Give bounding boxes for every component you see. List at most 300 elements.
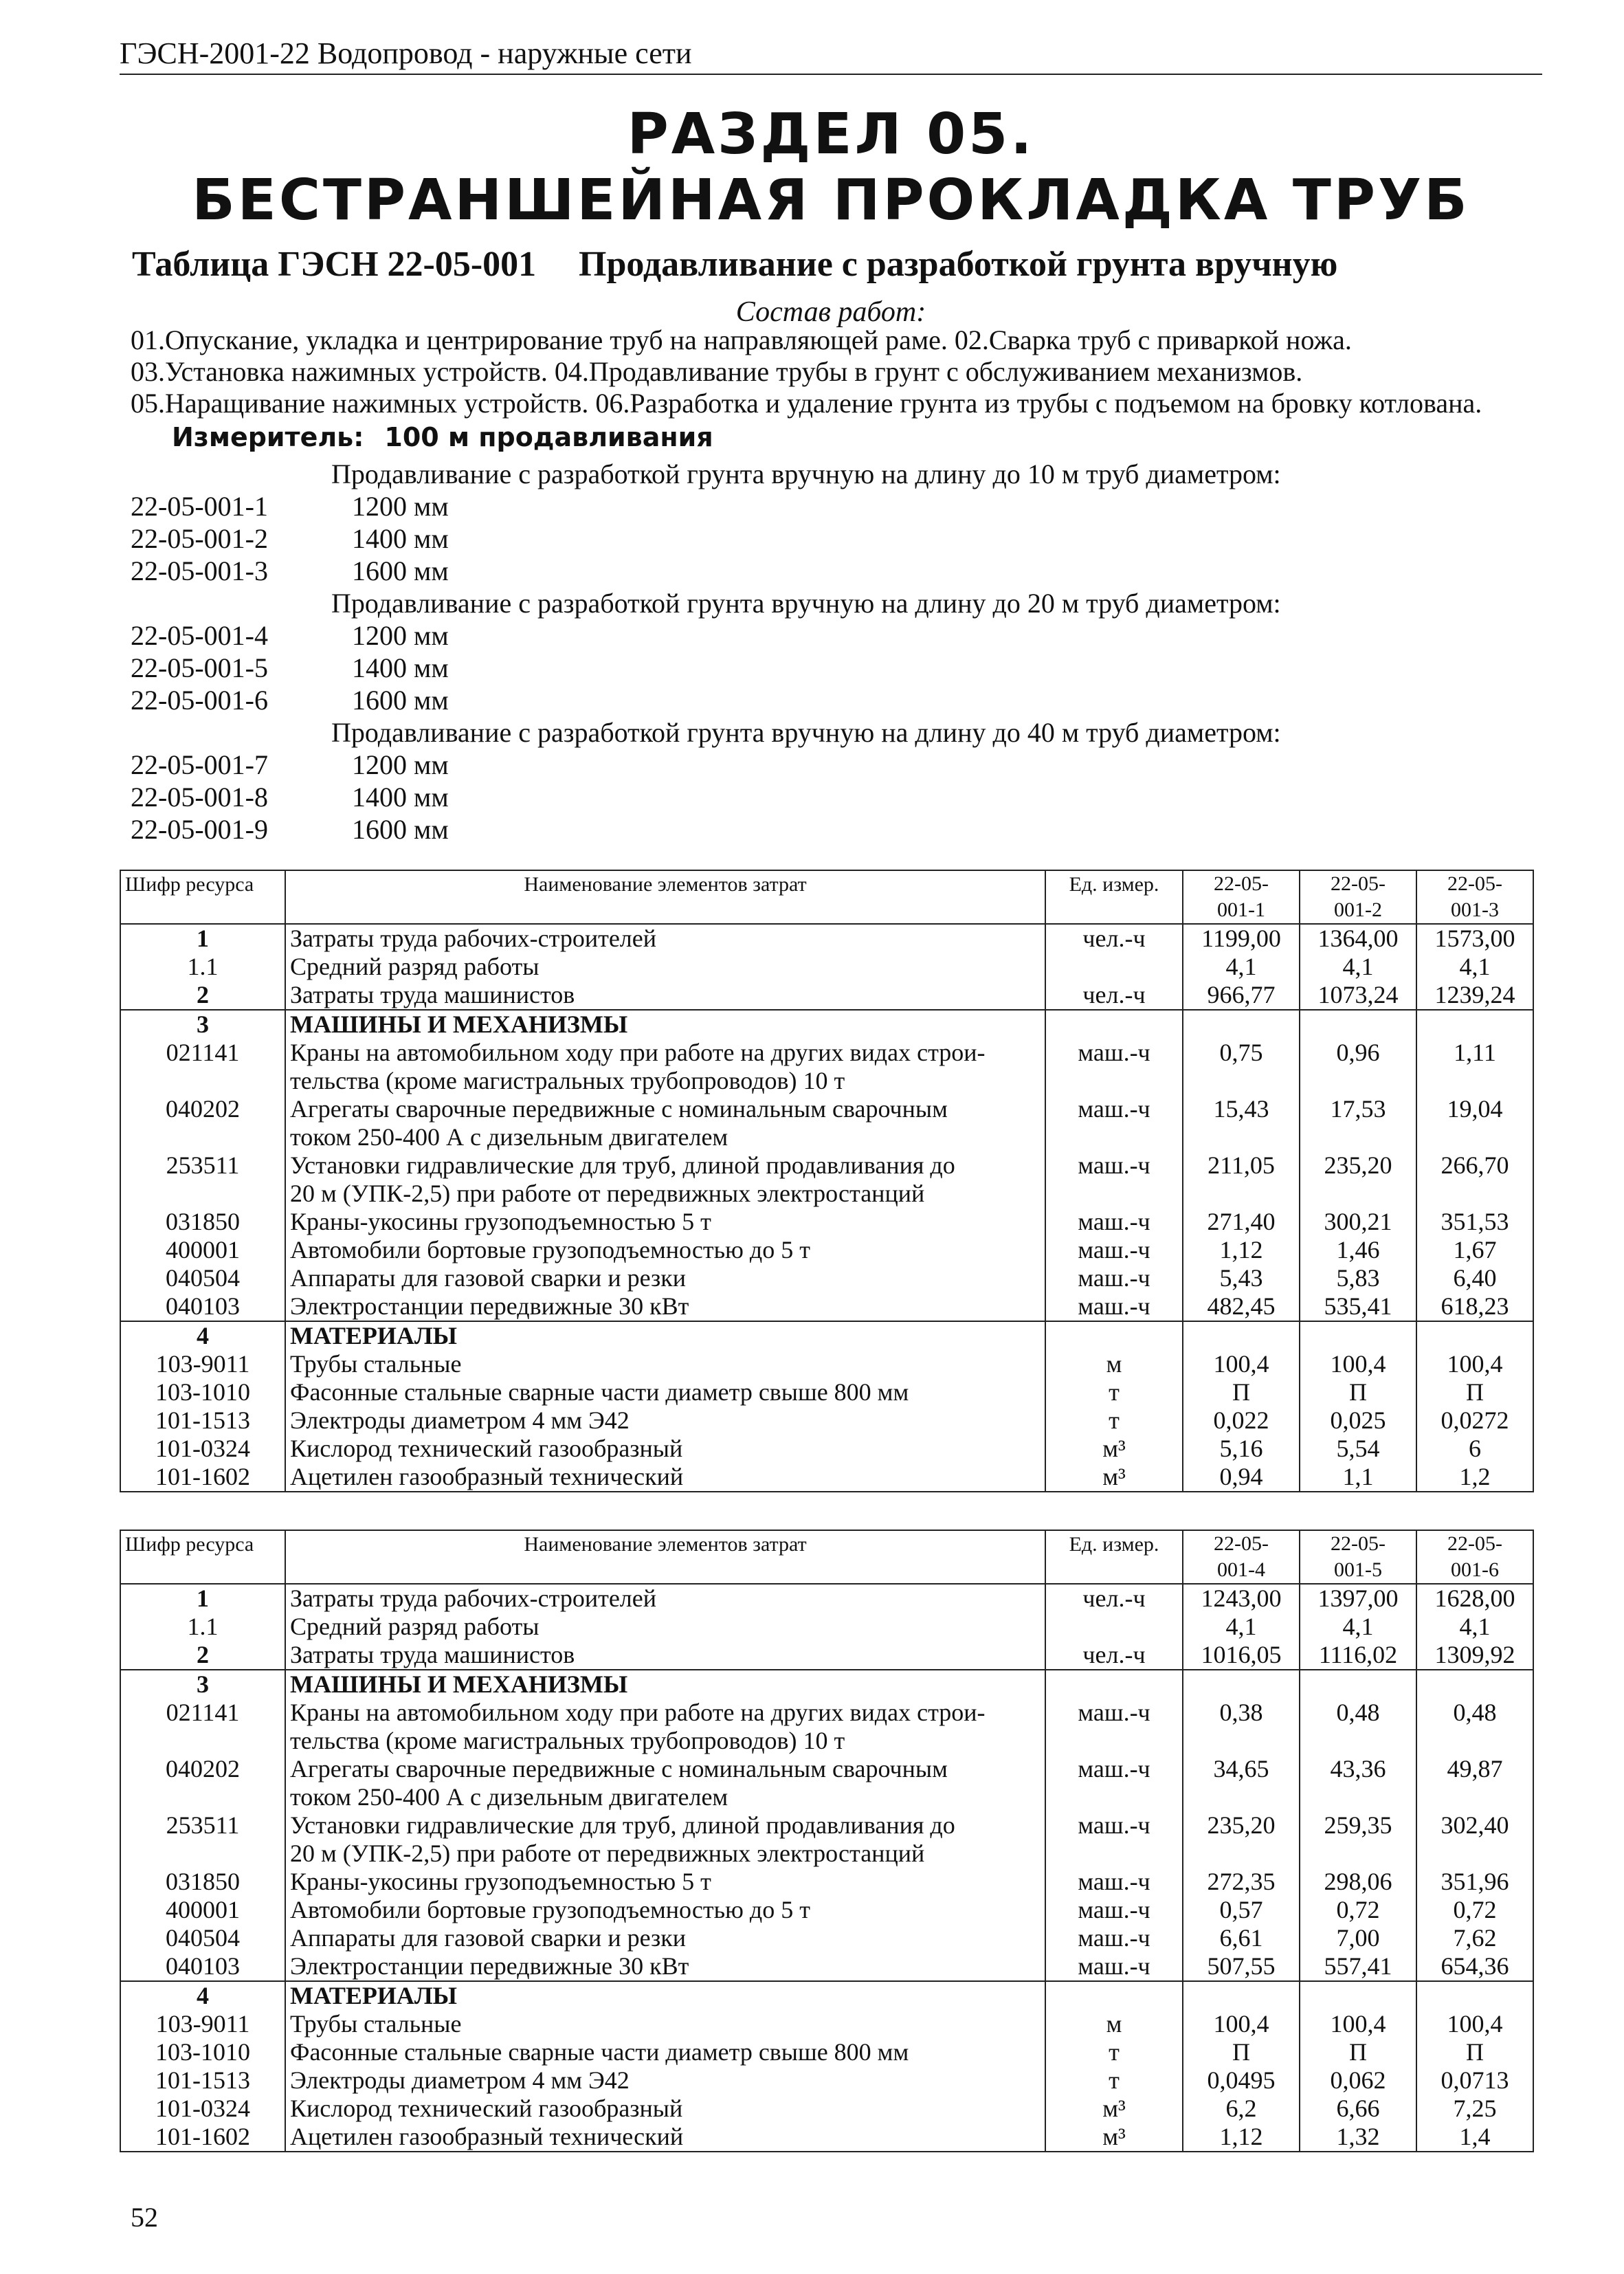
resource-value: 100,4 [1300,2010,1416,2038]
resource-value: 5,16 [1183,1435,1300,1463]
table-row [120,1292,1533,1321]
table-row [120,1641,1533,1670]
resource-value: 6,40 [1416,1264,1533,1292]
resource-name-line: Автомобили бортовые грузоподъемностью до 5 т [290,1896,810,1923]
resource-value: 15,43 [1183,1095,1300,1151]
meter-value: 100 м продавливания [384,422,713,452]
table-row [120,1811,1533,1868]
resource-unit: маш.-ч [1045,1896,1183,1924]
resource-table-2 [120,1530,1534,2152]
resource-value: 100,4 [1416,1350,1533,1378]
resource-name-line: Агрегаты сварочные передвижные с номинальным сварочным [290,1755,948,1782]
resource-code: 101-1602 [120,1463,285,1492]
table-row [120,953,1533,981]
header-norm-column [1183,870,1300,924]
resource-value: 1573,00 [1416,924,1533,953]
norm-item [131,781,1436,813]
resource-value: П [1416,1378,1533,1406]
empty-cell [1300,1981,1416,2010]
resource-name [285,924,1045,953]
resource-name-line: Фасонные стальные сварные части диаметр свыше 800 мм [290,1378,909,1406]
resource-code: 2 [120,1641,285,1670]
resource-value: 100,4 [1183,1350,1300,1378]
resource-code: 1 [120,1584,285,1613]
resource-name-line: Затраты труда рабочих-строителей [290,1585,657,1612]
resource-value: 300,21 [1300,1208,1416,1236]
empty-cell [1416,1010,1533,1039]
resource-name-line: тельства (кроме магистральных трубопроводов) 10 т [290,1067,845,1094]
resource-value: 618,23 [1416,1292,1533,1321]
resource-value: 100,4 [1183,2010,1300,2038]
resource-value: 235,20 [1183,1811,1300,1868]
table-title [132,244,1338,285]
table-row [120,1095,1533,1151]
table-section [120,1981,1533,2152]
resource-value: 1,1 [1300,1463,1416,1492]
norm-size: 1200 мм [352,620,449,651]
resource-name [285,1264,1045,1292]
section-code: 4 [120,1321,285,1350]
resource-value: 507,55 [1183,1952,1300,1981]
resource-name-line: Автомобили бортовые грузоподъемностью до 5 т [290,1236,810,1263]
resource-value: П [1300,1378,1416,1406]
resource-name-line: Фасонные стальные сварные части диаметр свыше 800 мм [290,2038,909,2066]
resource-unit: м³ [1045,2095,1183,2123]
resource-name-line: Краны на автомобильном ходу при работе на других видах строи- [290,1699,986,1726]
resource-code: 1.1 [120,953,285,981]
table-code: Таблица ГЭСН 22-05-001 [132,245,537,284]
resource-name [285,1896,1045,1924]
resource-value: П [1183,1378,1300,1406]
resource-value: 0,38 [1183,1699,1300,1755]
resource-value: 1397,00 [1300,1584,1416,1613]
table-row [120,1584,1533,1613]
resource-value: 1,46 [1300,1236,1416,1264]
resource-value: 19,04 [1416,1095,1533,1151]
norm-group-title: Продавливание с разработкой грунта вручную на длину до 10 м труб диаметром: [331,459,1281,489]
norm-size: 1200 мм [352,749,449,780]
table-row [120,1350,1533,1378]
norm-code: 22-05-001-6 [131,685,268,716]
empty-cell [1045,1981,1183,2010]
resource-name-line: Электроды диаметром 4 мм Э42 [290,1406,630,1434]
resource-name-line: Ацетилен газообразный технический [290,1463,684,1490]
resource-name-line: Установки гидравлические для труб, длиной продавливания до [290,1811,955,1839]
resource-value: 272,35 [1183,1868,1300,1896]
resource-code: 2 [120,981,285,1010]
table-row [120,2010,1533,2038]
resource-name [285,1039,1045,1095]
resource-code: 101-0324 [120,2095,285,2123]
resource-name [285,1641,1045,1670]
resource-code: 031850 [120,1868,285,1896]
resource-name [285,1811,1045,1868]
resource-unit: маш.-ч [1045,1699,1183,1755]
resource-value: 654,36 [1416,1952,1533,1981]
resource-name [285,1755,1045,1811]
resource-code: 103-1010 [120,2038,285,2066]
table-row [120,2123,1533,2152]
resource-name-line: Ацетилен газообразный технический [290,2123,684,2150]
norm-item [131,619,1436,652]
resource-value: 0,48 [1416,1699,1533,1755]
resource-code: 253511 [120,1151,285,1208]
resource-name [285,2066,1045,2095]
resource-value: 482,45 [1183,1292,1300,1321]
resource-value: 0,025 [1300,1406,1416,1435]
empty-cell [1183,1321,1300,1350]
page-number: 52 [131,2202,158,2233]
resource-name-line: Кислород технический газообразный [290,2095,683,2122]
resource-value: 4,1 [1183,1613,1300,1641]
resource-name [285,1151,1045,1208]
resource-code: 101-1602 [120,2123,285,2152]
resource-value: 1,4 [1416,2123,1533,2152]
norm-item [131,490,1436,522]
norm-item [131,522,1436,555]
resource-code: 040202 [120,1755,285,1811]
resource-value: 5,83 [1300,1264,1416,1292]
resource-value: 266,70 [1416,1151,1533,1208]
meter [172,422,713,452]
resource-name-line: током 250-400 А с дизельным двигателем [290,1123,728,1151]
table-row [120,1435,1533,1463]
header-norm-line: 22-05- [1214,872,1269,895]
resource-value: 5,43 [1183,1264,1300,1292]
table-row [120,2038,1533,2066]
resource-unit: маш.-ч [1045,1292,1183,1321]
resource-name-line: Электроды диаметром 4 мм Э42 [290,2066,630,2094]
resource-name [285,953,1045,981]
resource-value: 17,53 [1300,1095,1416,1151]
header-code: Шифр ресурса [120,1530,285,1584]
resource-value: 6,66 [1300,2095,1416,2123]
resource-unit: т [1045,2066,1183,2095]
resource-code: 103-1010 [120,1378,285,1406]
header-norm-line: 001-3 [1451,898,1499,921]
resource-value: 1199,00 [1183,924,1300,953]
resource-code: 031850 [120,1208,285,1236]
resource-value: 0,062 [1300,2066,1416,2095]
resource-value: 259,35 [1300,1811,1416,1868]
header-norm-line: 001-2 [1334,898,1382,921]
resource-name [285,1952,1045,1981]
table-row [120,1236,1533,1264]
norm-size: 1400 мм [352,652,449,683]
table-row [120,924,1533,953]
resource-name-line: тельства (кроме магистральных трубопроводов) 10 т [290,1727,845,1754]
resource-value: П [1416,2038,1533,2066]
header-norm-line: 22-05- [1331,1532,1386,1555]
resource-unit: м³ [1045,1435,1183,1463]
header-name: Наименование элементов затрат [285,870,1045,924]
table-row [120,1208,1533,1236]
resource-value: 4,1 [1183,953,1300,981]
section-name: МАТЕРИАЛЫ [285,1981,1045,2010]
table-row [120,1896,1533,1924]
resource-value: 4,1 [1416,1613,1533,1641]
resource-name [285,1924,1045,1952]
resource-code: 101-0324 [120,1435,285,1463]
norm-size: 1600 мм [352,685,449,716]
section-title-line2: БЕСТРАНШЕЙНАЯ ПРОКЛАДКА ТРУБ [192,168,1470,233]
resource-name [285,1868,1045,1896]
norm-item [131,684,1436,716]
resource-name [285,2123,1045,2152]
table-row [120,1151,1533,1208]
resource-unit: маш.-ч [1045,1151,1183,1208]
composition-label: Состав работ: [735,296,926,328]
table-section [120,1010,1533,1321]
resource-name [285,1613,1045,1641]
table-row [120,1755,1533,1811]
header-norm-line: 22-05- [1447,872,1502,895]
resource-code: 101-1513 [120,2066,285,2095]
header-norm-column [1183,1530,1300,1584]
table-row [120,2095,1533,2123]
resource-value: 0,0713 [1416,2066,1533,2095]
resource-value: 0,96 [1300,1039,1416,1095]
resource-unit: маш.-ч [1045,1924,1183,1952]
resource-name-line: Кислород технический газообразный [290,1435,683,1462]
norm-size: 1400 мм [352,523,449,554]
table-header-row [120,870,1533,924]
resource-code: 103-9011 [120,2010,285,2038]
resource-name-line: Средний разряд работы [290,953,540,980]
resource-unit: маш.-ч [1045,1811,1183,1868]
table-row [120,1699,1533,1755]
resource-value: П [1300,2038,1416,2066]
resource-value: 1,12 [1183,1236,1300,1264]
norm-size: 1600 мм [352,555,449,586]
table-row [120,1039,1533,1095]
resource-value: 1239,24 [1416,981,1533,1010]
resource-table-1 [120,870,1534,1492]
resource-code: 040202 [120,1095,285,1151]
resource-value: 4,1 [1300,953,1416,981]
resource-name-line: Затраты труда рабочих-строителей [290,925,657,952]
resource-value: 351,96 [1416,1868,1533,1896]
norm-item [131,749,1436,781]
table-row [120,1952,1533,1981]
norm-size: 1400 мм [352,782,449,813]
resource-value: 4,1 [1416,953,1533,981]
resource-value: 0,0495 [1183,2066,1300,2095]
resource-unit: маш.-ч [1045,1755,1183,1811]
resource-value: 6 [1416,1435,1533,1463]
resource-name [285,1406,1045,1435]
resource-value: 1073,24 [1300,981,1416,1010]
norm-item [131,652,1436,684]
empty-cell [1183,1981,1300,2010]
header-unit: Ед. измер. [1045,870,1183,924]
resource-name-line: 20 м (УПК-2,5) при работе от передвижных электростанций [290,1840,925,1867]
resource-value: 535,41 [1300,1292,1416,1321]
resource-unit: маш.-ч [1045,1039,1183,1095]
resource-unit: м [1045,2010,1183,2038]
resource-name [285,2095,1045,2123]
resource-name-line: током 250-400 А с дизельным двигателем [290,1783,728,1811]
resource-value: 7,25 [1416,2095,1533,2123]
resource-value: 5,54 [1300,1435,1416,1463]
resource-code: 103-9011 [120,1350,285,1378]
resource-value: 966,77 [1183,981,1300,1010]
resource-code: 040504 [120,1924,285,1952]
table-header-row [120,1530,1533,1584]
resource-value: 0,022 [1183,1406,1300,1435]
resource-name [285,1095,1045,1151]
table-section [120,1584,1533,1670]
resource-unit: чел.-ч [1045,1641,1183,1670]
resource-value: 49,87 [1416,1755,1533,1811]
resource-value: 0,57 [1183,1896,1300,1924]
section-title-row [120,1981,1533,2010]
norm-code: 22-05-001-8 [131,782,268,813]
table-row [120,1924,1533,1952]
resource-value: 0,72 [1416,1896,1533,1924]
resource-name-line: Аппараты для газовой сварки и резки [290,1924,686,1952]
norm-size: 1600 мм [352,814,449,845]
table-row [120,1378,1533,1406]
norm-code: 22-05-001-1 [131,491,268,522]
resource-value: 302,40 [1416,1811,1533,1868]
resource-value: 1,12 [1183,2123,1300,2152]
norm-code: 22-05-001-9 [131,814,268,845]
resource-unit: маш.-ч [1045,1095,1183,1151]
header-norm-line: 001-1 [1217,898,1265,921]
norm-code: 22-05-001-3 [131,555,268,586]
resource-value: 7,00 [1300,1924,1416,1952]
table-row [120,1406,1533,1435]
resource-unit: чел.-ч [1045,1584,1183,1613]
resource-value: 4,1 [1300,1613,1416,1641]
empty-cell [1045,1670,1183,1699]
resource-value: 1,67 [1416,1236,1533,1264]
resource-value: 100,4 [1300,1350,1416,1378]
table-row [120,1463,1533,1492]
resource-unit: м³ [1045,1463,1183,1492]
resource-value: 6,2 [1183,2095,1300,2123]
section-name: МАШИНЫ И МЕХАНИЗМЫ [285,1010,1045,1039]
table-section [120,1670,1533,1981]
resource-value: 298,06 [1300,1868,1416,1896]
resource-unit: маш.-ч [1045,1868,1183,1896]
header-norm-column [1300,870,1416,924]
resource-code: 040103 [120,1292,285,1321]
resource-code: 101-1513 [120,1406,285,1435]
empty-cell [1183,1670,1300,1699]
resource-name [285,2038,1045,2066]
works-list [131,324,1519,419]
resource-name-line: Краны-укосины грузоподъемностью 5 т [290,1208,711,1235]
resource-code: 021141 [120,1039,285,1095]
empty-cell [1416,1981,1533,2010]
norm-size: 1200 мм [352,491,449,522]
resource-name-line: Аппараты для газовой сварки и резки [290,1264,686,1292]
resource-code: 400001 [120,1236,285,1264]
table-row [120,981,1533,1010]
header-norm-column [1416,870,1533,924]
resource-value: 1,32 [1300,2123,1416,2152]
resource-value: 1309,92 [1416,1641,1533,1670]
resource-name-line: Электростанции передвижные 30 кВт [290,1952,689,1980]
resource-value: 1,11 [1416,1039,1533,1095]
resource-name-line: Трубы стальные [290,2010,462,2038]
resource-code: 1.1 [120,1613,285,1641]
works-line: 03.Установка нажимных устройств. 04.Продавливание трубы в грунт с обслуживанием механизмов. [131,356,1303,387]
resource-value: 1243,00 [1183,1584,1300,1613]
resource-unit: маш.-ч [1045,1236,1183,1264]
section-code: 4 [120,1981,285,2010]
section-name: МАТЕРИАЛЫ [285,1321,1045,1350]
header-code: Шифр ресурса [120,870,285,924]
header-norm-column [1416,1530,1533,1584]
resource-unit [1045,1613,1183,1641]
resource-name-line: Агрегаты сварочные передвижные с номинальным сварочным [290,1095,948,1123]
resource-code: 1 [120,924,285,953]
section-title-row [120,1670,1533,1699]
resource-value: 0,72 [1300,1896,1416,1924]
resource-unit: м [1045,1350,1183,1378]
empty-cell [1045,1010,1183,1039]
resource-value: 557,41 [1300,1952,1416,1981]
table-section [120,1321,1533,1492]
resource-name [285,981,1045,1010]
resource-name-line: Средний разряд работы [290,1613,540,1640]
empty-cell [1045,1321,1183,1350]
header-norm-line: 22-05- [1331,872,1386,895]
section-title [120,102,1542,234]
norm-group-title: Продавливание с разработкой грунта вручную на длину до 20 м труб диаметром: [331,588,1281,619]
resource-unit: чел.-ч [1045,981,1183,1010]
header-norm-line: 22-05- [1447,1532,1502,1555]
resource-value: 0,0272 [1416,1406,1533,1435]
section-title-line1: РАЗДЕЛ 05. [627,102,1035,167]
resource-value: 0,75 [1183,1039,1300,1095]
resource-unit: маш.-ч [1045,1208,1183,1236]
resource-value: 1116,02 [1300,1641,1416,1670]
resource-name [285,1236,1045,1264]
norm-item [131,555,1436,587]
resource-value: 1628,00 [1416,1584,1533,1613]
works-line: 05.Наращивание нажимных устройств. 06.Разработка и удаление грунта из трубы с подъемом на бровку котлована. [131,388,1482,419]
resource-name-line: Трубы стальные [290,1350,462,1378]
section-title-row [120,1321,1533,1350]
resource-name [285,1584,1045,1613]
table-row [120,1868,1533,1896]
resource-code: 040103 [120,1952,285,1981]
resource-unit: м³ [1045,2123,1183,2152]
section-code: 3 [120,1010,285,1039]
works-line: 01.Опускание, укладка и центрирование труб на направляющей раме. 02.Сварка труб с приваркой ножа. [131,324,1352,355]
norm-code: 22-05-001-2 [131,523,268,554]
header-name: Наименование элементов затрат [285,1530,1045,1584]
resource-name [285,1435,1045,1463]
header-norm-line: 001-6 [1451,1558,1499,1581]
resource-name-line: Электростанции передвижные 30 кВт [290,1292,689,1320]
norm-item [131,813,1436,846]
resource-code: 040504 [120,1264,285,1292]
resource-code: 253511 [120,1811,285,1868]
resource-value: 1,2 [1416,1463,1533,1492]
empty-cell [1300,1321,1416,1350]
resource-name [285,1350,1045,1378]
resource-name-line: Затраты труда машинистов [290,1641,575,1668]
running-header: ГЭСН-2001-22 Водопровод - наружные сети [120,36,1542,75]
resource-name [285,1292,1045,1321]
resource-value: 235,20 [1300,1151,1416,1208]
table-section [120,924,1533,1010]
